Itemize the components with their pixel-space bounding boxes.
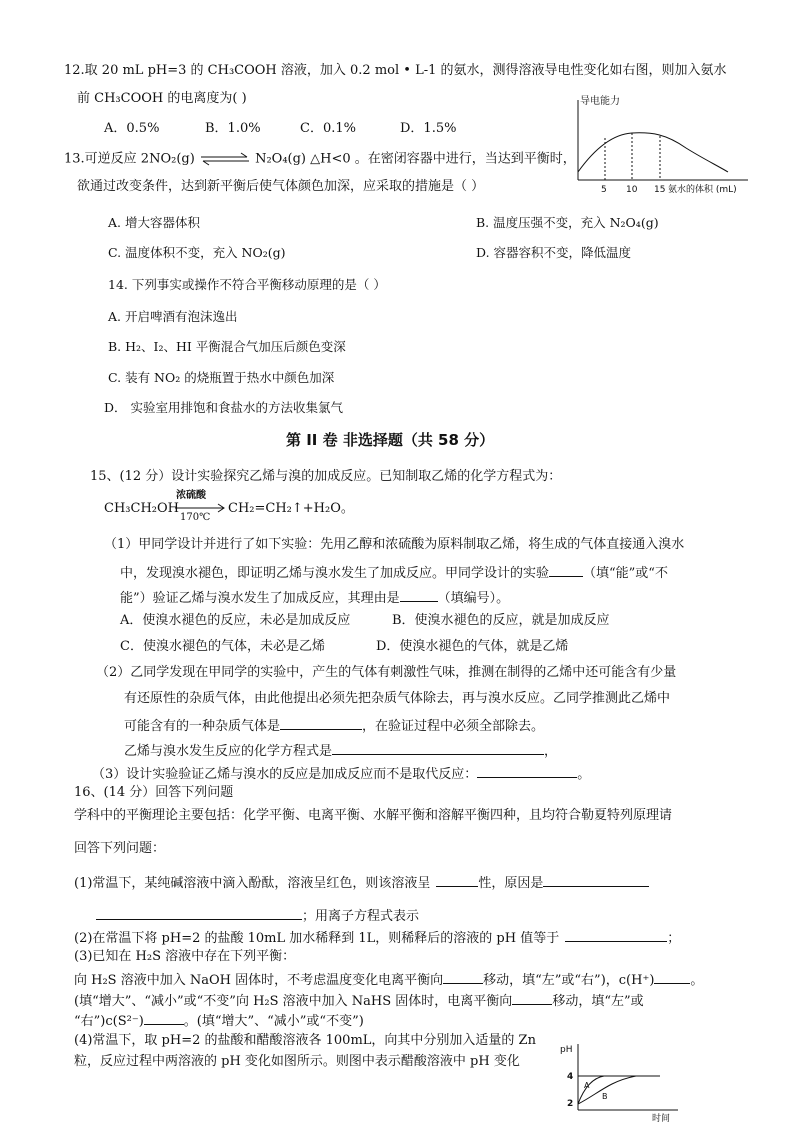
answer-blank[interactable] [96, 905, 302, 920]
q13-stem-line1 [64, 150, 576, 169]
q16-part1-line2 [74, 905, 419, 926]
q15-part2-equation-text: 乙烯与溴水发生反应的化学方程式是 [124, 744, 333, 759]
q16-part1-reason: 性，原因是 [478, 876, 544, 891]
chart-xtick-15: 15 [654, 185, 666, 195]
q15-part1-text: 中，发现溴水褪色，即证明乙烯与溴水发生了加成反应。甲同学设计的实验 [120, 566, 550, 581]
ph-chart-ylabel: pH [560, 1045, 573, 1055]
q15-part2-equation-tail: ， [544, 744, 558, 759]
conductivity-chart [568, 92, 758, 200]
q12-stem-line2: 前 CH₃COOH 的电离度为( ) [77, 91, 247, 106]
answer-blank[interactable] [144, 1010, 184, 1025]
chart-xtick-10: 10 [626, 185, 638, 195]
q16-part3-sulfide-hint: 。(填“增大”、“减小”或“不变”) [183, 1014, 364, 1029]
q14-option-c: C. 装有 NO₂ 的烧瓶置于热水中颜色加深 [108, 370, 335, 385]
q14-option-d: D． 实验室用排饱和食盐水的方法收集氯气 [104, 400, 343, 415]
ph-chart-ytick-4: 4 [567, 1072, 574, 1082]
q16-part3-line1: (3)已知在 H₂S 溶液中存在下列平衡： [74, 949, 296, 964]
q15-part1-reason-text: 能”）验证乙烯与溴水发生了加成反应，其理由是 [120, 591, 400, 606]
answer-blank[interactable] [512, 990, 552, 1005]
answer-blank[interactable] [332, 740, 544, 755]
q16-intro-line2: 回答下列问题： [74, 841, 166, 856]
q16-part3-naoh-hint: 移动，填“左”或“右”)，c(H⁺) [483, 973, 655, 988]
ph-chart [556, 1036, 686, 1122]
q15-part1-line1: （1）甲同学设计并进行了如下实验：先用乙醇和浓硫酸为原料制取乙烯，将生成的气体直接通入溴水 [104, 537, 685, 552]
q15-option-c: C．使溴水褪色的气体，未必是乙烯 [120, 639, 325, 654]
ph-curve-label-a: A [584, 1081, 590, 1090]
q15-part1-reason-hint: （填编号）。 [437, 591, 510, 606]
q15-part3 [92, 763, 590, 784]
q15-temperature-label: 170℃ [180, 512, 211, 523]
q13-option-a: A. 增大容器体积 [108, 215, 200, 230]
q15-equation-left: CH₃CH₂OH [104, 501, 179, 516]
q15-part2-line2: 有还原性的杂质气体，由此他提出必须先把杂质气体除去，再与溴水反应。乙同学推测此乙烯中 [124, 691, 671, 706]
reversible-arrow-icon [199, 150, 251, 168]
q15-option-d: D．使溴水褪色的气体，就是乙烯 [376, 639, 569, 654]
q15-option-b: B．使溴水褪色的反应，就是加成反应 [392, 613, 610, 628]
q15-part2-line1: （2）乙同学发现在甲同学的实验中，产生的气体有刺激性气味，推测在制得的乙烯中还可能含有少量 [96, 665, 677, 680]
q15-part1-line2 [120, 562, 668, 583]
q12-option-a: A．0.5% [104, 121, 160, 136]
q12-option-d: D．1.5% [400, 121, 457, 136]
q13-option-d: D. 容器容积不变，降低温度 [476, 245, 632, 260]
q16-part3-line4 [74, 1010, 364, 1031]
q14-option-b: B. H₂、I₂、HI 平衡混合气加压后颜色变深 [108, 339, 346, 354]
q15-stem: 15、(12 分）设计实验探究乙烯与溴的加成反应。已知制取乙烯的化学方程式为： [90, 469, 562, 484]
q16-part3-line3 [74, 990, 644, 1011]
q16-part4-line1: (4)常温下，取 pH=2 的盐酸和醋酸溶液各 100mL，向其中分别加入适量的 Zn [74, 1033, 536, 1048]
q15-part2-line4 [124, 740, 557, 761]
q16-part2 [74, 927, 680, 948]
answer-blank[interactable] [477, 763, 577, 778]
chart-xlabel: 氨水的体积 (mL) [668, 185, 737, 195]
q12-stem-line1: 12.取 20 mL pH=3 的 CH₃COOH 溶液，加入 0.2 mol • L-1 的氨水，测得溶液导电性变化如右图，则加入氨水 [64, 63, 727, 78]
q13-option-c: C. 温度体积不变，充入 NO₂(g) [108, 245, 286, 260]
q15-part3-tail: 。 [577, 767, 591, 782]
chart-ylabel: 导电能力 [580, 96, 620, 107]
q16-intro-line1: 学科中的平衡理论主要包括：化学平衡、电离平衡、水解平衡和溶解平衡四种，且均符合勒夏特列原理请 [74, 808, 673, 823]
q13-product: N₂O₄(g) △H<0 。在密闭容器中进行，当达到平衡时， [255, 151, 576, 167]
q16-stem: 16、(14 分）回答下列问题 [74, 785, 234, 800]
q15-part1-hint: （填“能”或“不 [583, 566, 668, 581]
q16-part1-text: (1)常温下，某纯碱溶液中滴入酚酞，溶液呈红色，则该溶液呈 [74, 876, 431, 891]
q15-part3-text: （3）设计实验验证乙烯与溴水的反应是加成反应而不是取代反应： [92, 767, 478, 782]
answer-blank[interactable] [436, 872, 478, 887]
answer-blank[interactable] [280, 715, 362, 730]
q15-part2-impurity-tail: ，在验证过程中必须全部除去。 [362, 719, 545, 734]
q16-part3-naoh-tail: 。 [690, 973, 704, 988]
answer-blank[interactable] [565, 927, 667, 942]
q15-part2-line3 [124, 715, 544, 736]
answer-blank[interactable] [443, 969, 483, 984]
q16-part3-line2 [74, 969, 703, 990]
q12-option-b: B．1.0% [205, 121, 261, 136]
q15-equation-right: CH₂=CH₂↑+H₂O。 [228, 501, 354, 516]
chart-xtick-5: 5 [601, 185, 607, 195]
q15-part1-line3 [120, 587, 509, 608]
q14-stem: 14. 下列事实或操作不符合平衡移动原理的是（ ） [108, 277, 386, 292]
q16-part3-nahs-text: (填“增大”、“减小”或“不变”向 H₂S 溶液中加入 NaHS 固体时，电离平衡向 [74, 994, 513, 1009]
answer-blank[interactable] [543, 872, 649, 887]
q16-part4-line2: 粒，反应过程中两溶液的 pH 变化如图所示。则图中表示醋酸溶液中 pH 变化 [74, 1054, 520, 1069]
q16-part2-tail: ； [667, 931, 681, 946]
q16-part1-line1 [74, 872, 649, 893]
q13-reactant: 13.可逆反应 2NO₂(g) [64, 151, 195, 167]
ph-chart-xlabel: 时间 [652, 1114, 671, 1122]
answer-blank[interactable] [549, 562, 583, 577]
q16-part1-hint: ；用离子方程式表示 [302, 909, 420, 924]
answer-blank[interactable] [654, 969, 690, 984]
answer-blank[interactable] [400, 587, 438, 602]
q15-part2-impurity-text: 可能含有的一种杂质气体是 [124, 719, 281, 734]
q14-option-a: A. 开启啤酒有泡沫逸出 [108, 309, 238, 324]
q13-option-b: B. 温度压强不变，充入 N₂O₄(g) [476, 215, 659, 230]
ph-chart-ytick-2: 2 [567, 1099, 574, 1109]
q16-part2-text: (2)在常温下将 pH=2 的盐酸 10mL 加水稀释到 1L，则稀释后的溶液的 pH 值等于 [74, 931, 560, 946]
q16-part3-nahs-hint: 移动，填“左”或 [552, 994, 644, 1009]
q16-part3-naoh-text: 向 H₂S 溶液中加入 NaOH 固体时，不考虑温度变化电离平衡向 [74, 973, 444, 988]
q15-catalyst-label: 浓硫酸 [176, 490, 206, 501]
q16-part3-sulfide-text: “右”)c(S²⁻) [74, 1014, 144, 1029]
ph-curve-label-b: B [602, 1092, 608, 1101]
q12-option-c: C．0.1% [300, 121, 356, 136]
section-title: 第 II 卷 非选择题（共 58 分） [286, 431, 495, 449]
q15-option-a: A．使溴水褪色的反应，未必是加成反应 [120, 613, 351, 628]
q13-stem-line2: 欲通过改变条件，达到新平衡后使气体颜色加深，应采取的措施是（ ） [77, 179, 485, 194]
